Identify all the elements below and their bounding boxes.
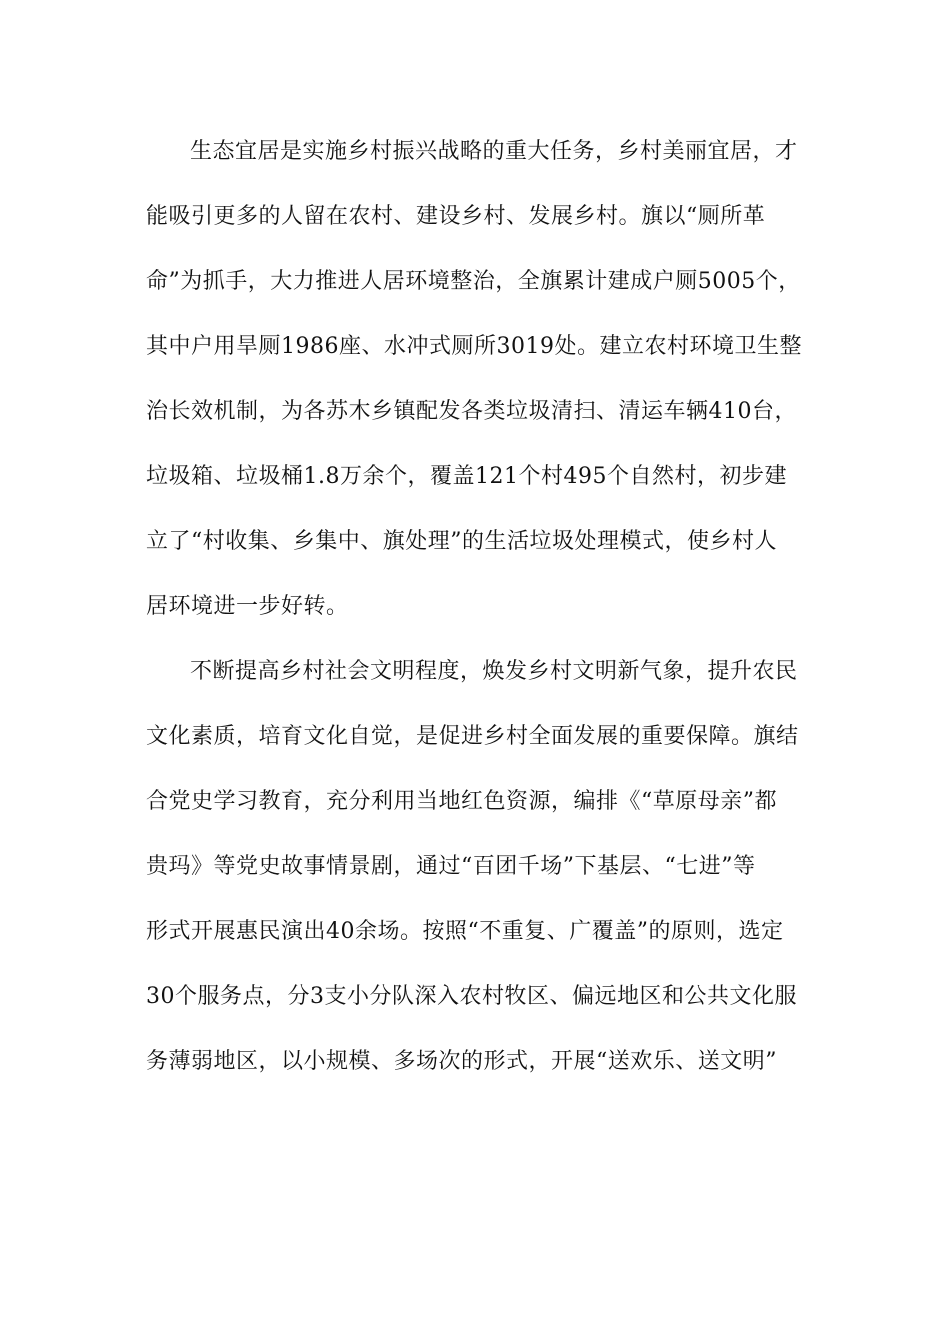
paragraph-line: 文化素质，培育文化自觉，是促进乡村全面发展的重要保障。旗结 — [146, 724, 799, 749]
paragraph-line: 能吸引更多的人留在农村、建设乡村、发展乡村。旗以“厕所革 — [146, 204, 766, 229]
paragraph-line: 立了“村收集、乡集中、旗处理”的生活垃圾处理模式，使乡村人 — [146, 529, 777, 554]
paragraph-line: 形式开展惠民演出40余场。按照“不重复、广覆盖”的原则，选定 — [146, 919, 784, 944]
paragraph-line: 命”为抓手，大力推进人居环境整治，全旗累计建成户厕5005个， — [146, 269, 801, 294]
paragraph-line: 不断提高乡村社会文明程度，焕发乡村文明新气象，提升农民 — [190, 659, 798, 684]
paragraph-line: 生态宜居是实施乡村振兴战略的重大任务，乡村美丽宜居，才 — [190, 139, 798, 164]
paragraph-line: 30个服务点，分3支小分队深入农村牧区、偏远地区和公共文化服 — [146, 984, 797, 1009]
paragraph-2 — [146, 648, 806, 1103]
paragraph-line: 合党史学习教育，充分利用当地红色资源，编排《“草原母亲”都 — [146, 789, 777, 814]
paragraph-line: 贵玛》等党史故事情景剧，通过“百团千场”下基层、“七进”等 — [146, 854, 756, 879]
paragraph-line: 治长效机制，为各苏木乡镇配发各类垃圾清扫、清运车辆410台， — [146, 399, 797, 424]
paragraph-1 — [146, 128, 806, 648]
paragraph-line: 垃圾箱、垃圾桶1.8万余个，覆盖121个村495个自然村，初步建 — [146, 464, 787, 489]
paragraph-line: 务薄弱地区，以小规模、多场次的形式，开展“送欢乐、送文明” — [146, 1049, 777, 1074]
paragraph-line: 其中户用旱厕1986座、水冲式厕所3019处。建立农村环境卫生整 — [146, 334, 802, 359]
paragraph-line: 居环境进一步好转。 — [146, 594, 349, 619]
document-body — [146, 128, 806, 1103]
